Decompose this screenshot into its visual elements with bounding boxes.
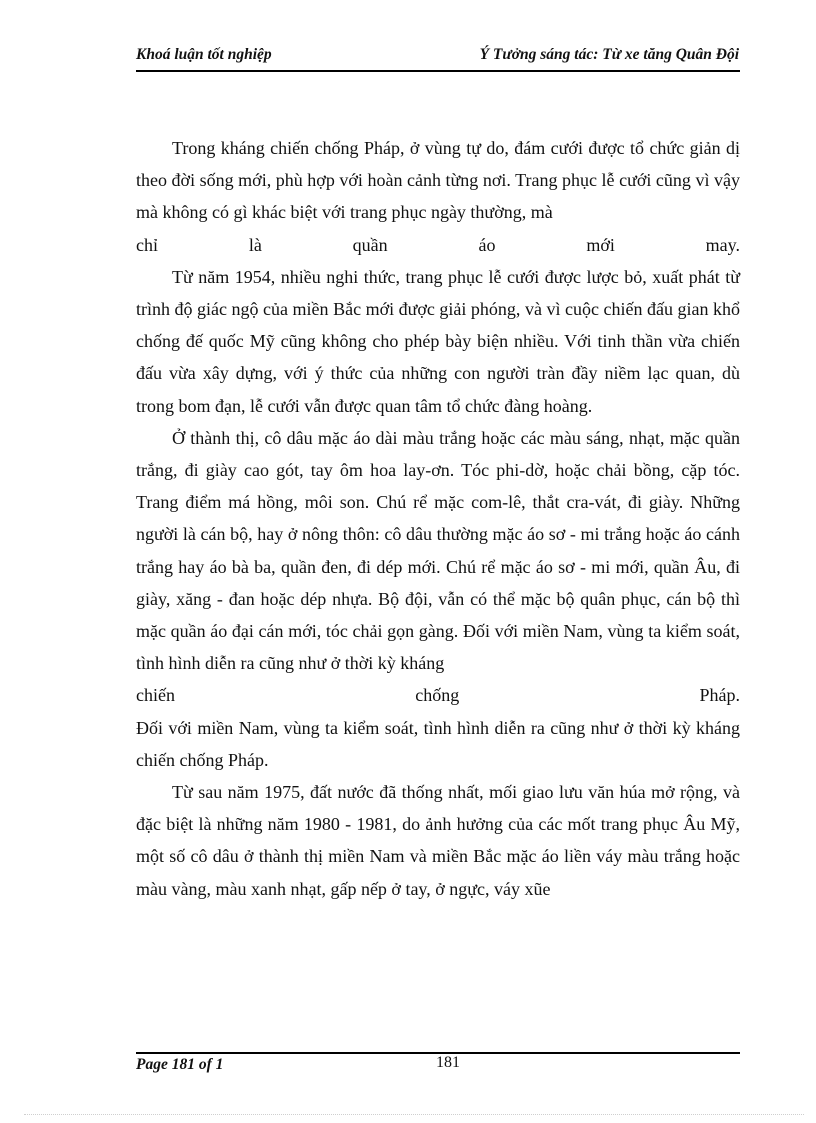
header-left-title: Khoá luận tốt nghiệp <box>136 46 272 63</box>
footer-page-number: 181 <box>436 1054 460 1071</box>
paragraph-5: Từ sau năm 1975, đất nước đã thống nhất, mối giao lưu văn húa mở rộng, và đặc biệt là những năm 1980 - 1981, do ảnh hưởng của các mốt trang phục Âu Mỹ, một số cô dâu ở thành thị miền Nam và miền Bắc mặc áo liền váy màu trắng hoặc màu vàng, màu xanh nhạt, gấp nếp ở tay, ở ngực, váy xũe <box>136 782 740 899</box>
document-body <box>136 132 740 905</box>
word: chống <box>415 685 460 706</box>
word: may. <box>705 234 740 255</box>
page-bottom-dotted-line <box>24 1114 804 1115</box>
word: chỉ <box>136 234 158 255</box>
word: quần <box>352 234 388 255</box>
page-header <box>136 46 739 66</box>
word: chiến <box>136 685 175 706</box>
paragraph-3: Ở thành thị, cô dâu mặc áo dài màu trắng hoặc các màu sáng, nhạt, mặc quần trắng, đi giày cao gót, tay ôm hoa lay-ơn. Tóc phi-dờ, hoặc chải bồng, cặp tóc. Trang điểm má hồng, môi son. Chú rể mặc com-lê, thắt cra-vát, đi giày. Những người là cán bộ, hay ở nông thôn: cô dâu thường mặc áo sơ - mi trắng hoặc áo cánh trắng hay áo bà ba, quần đen, đi dép mới. Chú rể mặc áo sơ - mi mới, quần Âu, đi giày, xăng - đan hoặc dép nhựa. Bộ đội, vẫn có thể mặc bộ quân phục, cán bộ thì mặc quần áo đại cán mới, tóc chải gọn gàng. Đối với miền Nam, vùng ta kiểm soát, tình hình diễn ra cũng như ở thời kỳ kháng <box>136 427 740 674</box>
word: mới <box>586 234 615 255</box>
header-right-title: Ý Tưởng sáng tác: Từ xe tăng Quân Đội <box>479 46 739 63</box>
paragraph-1-last-line <box>136 229 740 261</box>
word: áo <box>478 234 496 255</box>
header-rule <box>136 70 740 72</box>
paragraph-3-last-line <box>136 679 740 711</box>
word: Pháp. <box>699 685 740 706</box>
footer-page-label: Page 181 of 1 <box>136 1056 224 1073</box>
paragraph-1: Trong kháng chiến chống Pháp, ở vùng tự do, đám cưới được tổ chức giản dị theo đời sống mới, phù hợp với hoàn cảnh từng nơi. Trang phục lễ cưới cũng vì vậy mà không có gì khác biệt với trang phục ngày thường, mà <box>136 138 740 223</box>
word: là <box>248 234 262 255</box>
paragraph-2: Từ năm 1954, nhiều nghi thức, trang phục lễ cưới được lược bỏ, xuất phát từ trình độ giác ngộ của miền Bắc mới được giải phóng, và vì cuộc chiến đấu gian khổ chống đế quốc Mỹ cũng không cho phép bày biện nhiều. Với tinh thần vừa chiến đấu vừa xây dựng, với ý thức của những con người tràn đầy niềm lạc quan, dù trong bom đạn, lễ cưới vẫn được quan tâm tổ chức đàng hoàng. <box>136 266 740 416</box>
paragraph-4: Đối với miền Nam, vùng ta kiểm soát, tình hình diễn ra cũng như ở thời kỳ kháng chiến chống Pháp. <box>136 717 740 770</box>
